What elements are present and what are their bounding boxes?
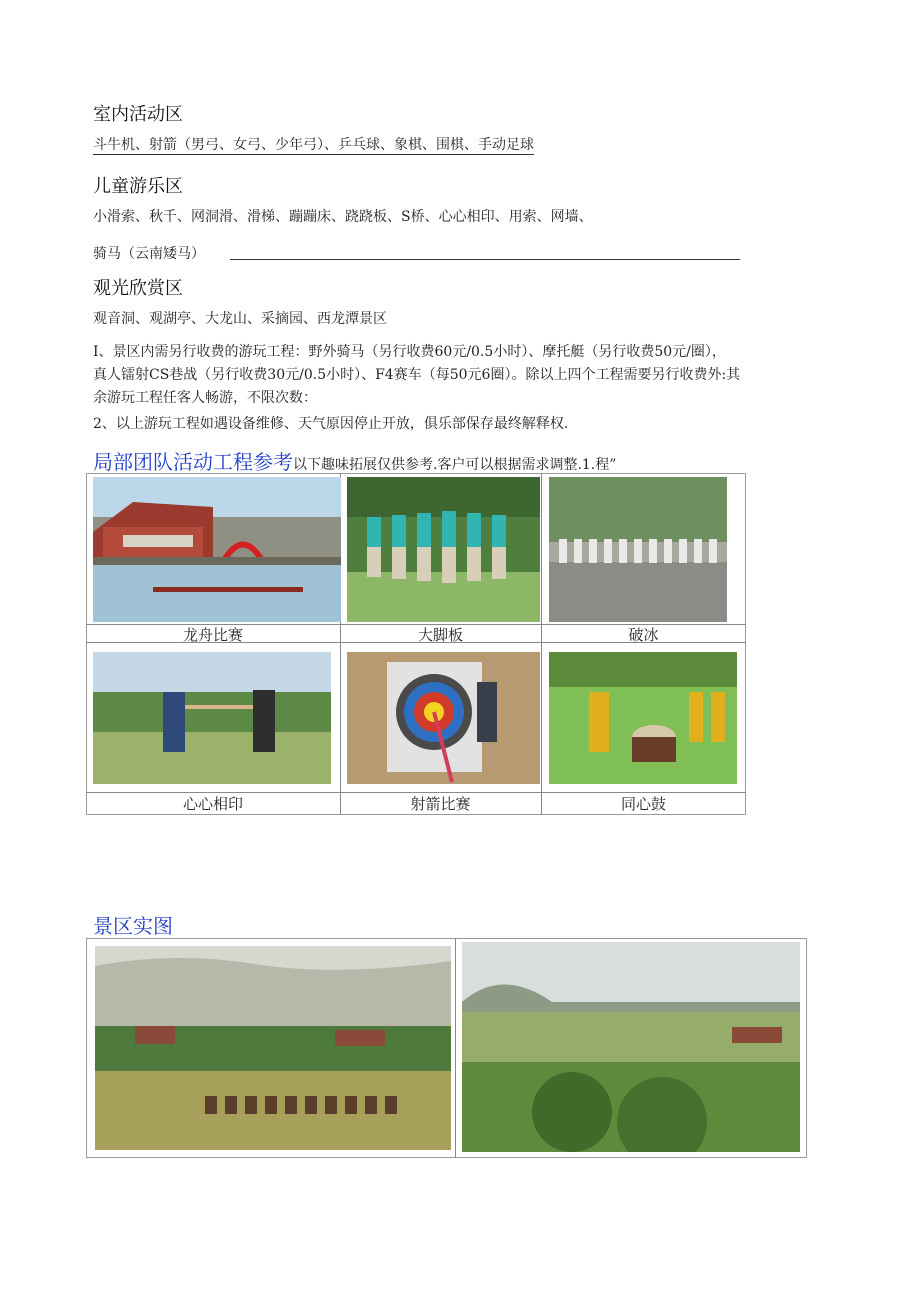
team-heading	[93, 446, 616, 475]
scenery-title: 景区实图	[93, 914, 173, 938]
kids-items-line1: 小滑索、秋千、网洞滑、滑梯、蹦蹦床、跷跷板、S桥、心心相印、用索、网墙、	[93, 209, 593, 225]
photo-horse-field	[95, 946, 451, 1150]
kids-items-line2: 骑马（云南矮马）	[93, 246, 205, 262]
caption-dragon-boat: 龙舟比赛	[182, 626, 243, 644]
note-1-line2: 真人镭射CS巷战（另行收费30元/0.5小时）、F4赛车（每50元6圈）。除以上四个工程需要另行收费外:其	[93, 367, 741, 383]
caption-heart-to-heart: 心心相印	[182, 795, 243, 813]
photo-heart-to-heart	[93, 652, 331, 784]
team-title: 局部团队活动工程参考	[93, 450, 293, 474]
photo-dragon-boat	[93, 477, 341, 622]
caption-drum: 同心鼓	[620, 795, 666, 813]
photo-landscape	[462, 942, 800, 1152]
caption-big-feet: 大脚板	[417, 626, 463, 644]
indoor-title: 室内活动区	[93, 104, 183, 125]
scenery-divider	[455, 938, 456, 1158]
team-subtitle: 以下趣味拓展仅供参考.客户可以根据需求调整.1.程”	[293, 457, 617, 473]
note-2: 2、以上游玩工程如遇设备维修、天气原因停止开放，俱乐部保存最终解释权.	[93, 416, 569, 432]
photo-big-feet	[347, 477, 540, 622]
indoor-items: 斗牛机、射箭（男弓、女弓、少年弓）、乒乓球、象棋、围棋、手动足球	[93, 134, 534, 155]
note-1-line1: I、景区内需另行收费的游玩工程：野外骑马（另行收费60元/0.5小时）、摩托艇（另行收费50元/圈），	[93, 344, 726, 360]
caption-ice-breaking: 破冰	[628, 626, 659, 644]
sightseeing-title: 观光欣赏区	[93, 278, 183, 299]
kids-title: 儿童游乐区	[93, 176, 183, 197]
photo-archery	[347, 652, 540, 784]
sightseeing-items: 观音洞、观湖亭、大龙山、采摘园、西龙潭景区	[93, 311, 387, 327]
photo-drum	[549, 652, 737, 784]
note-1-line3: 余游玩工程任客人畅游，不限次数：	[93, 390, 317, 406]
photo-ice-breaking	[549, 477, 727, 622]
kids-underline	[230, 259, 740, 260]
caption-archery: 射箭比赛	[410, 795, 471, 813]
